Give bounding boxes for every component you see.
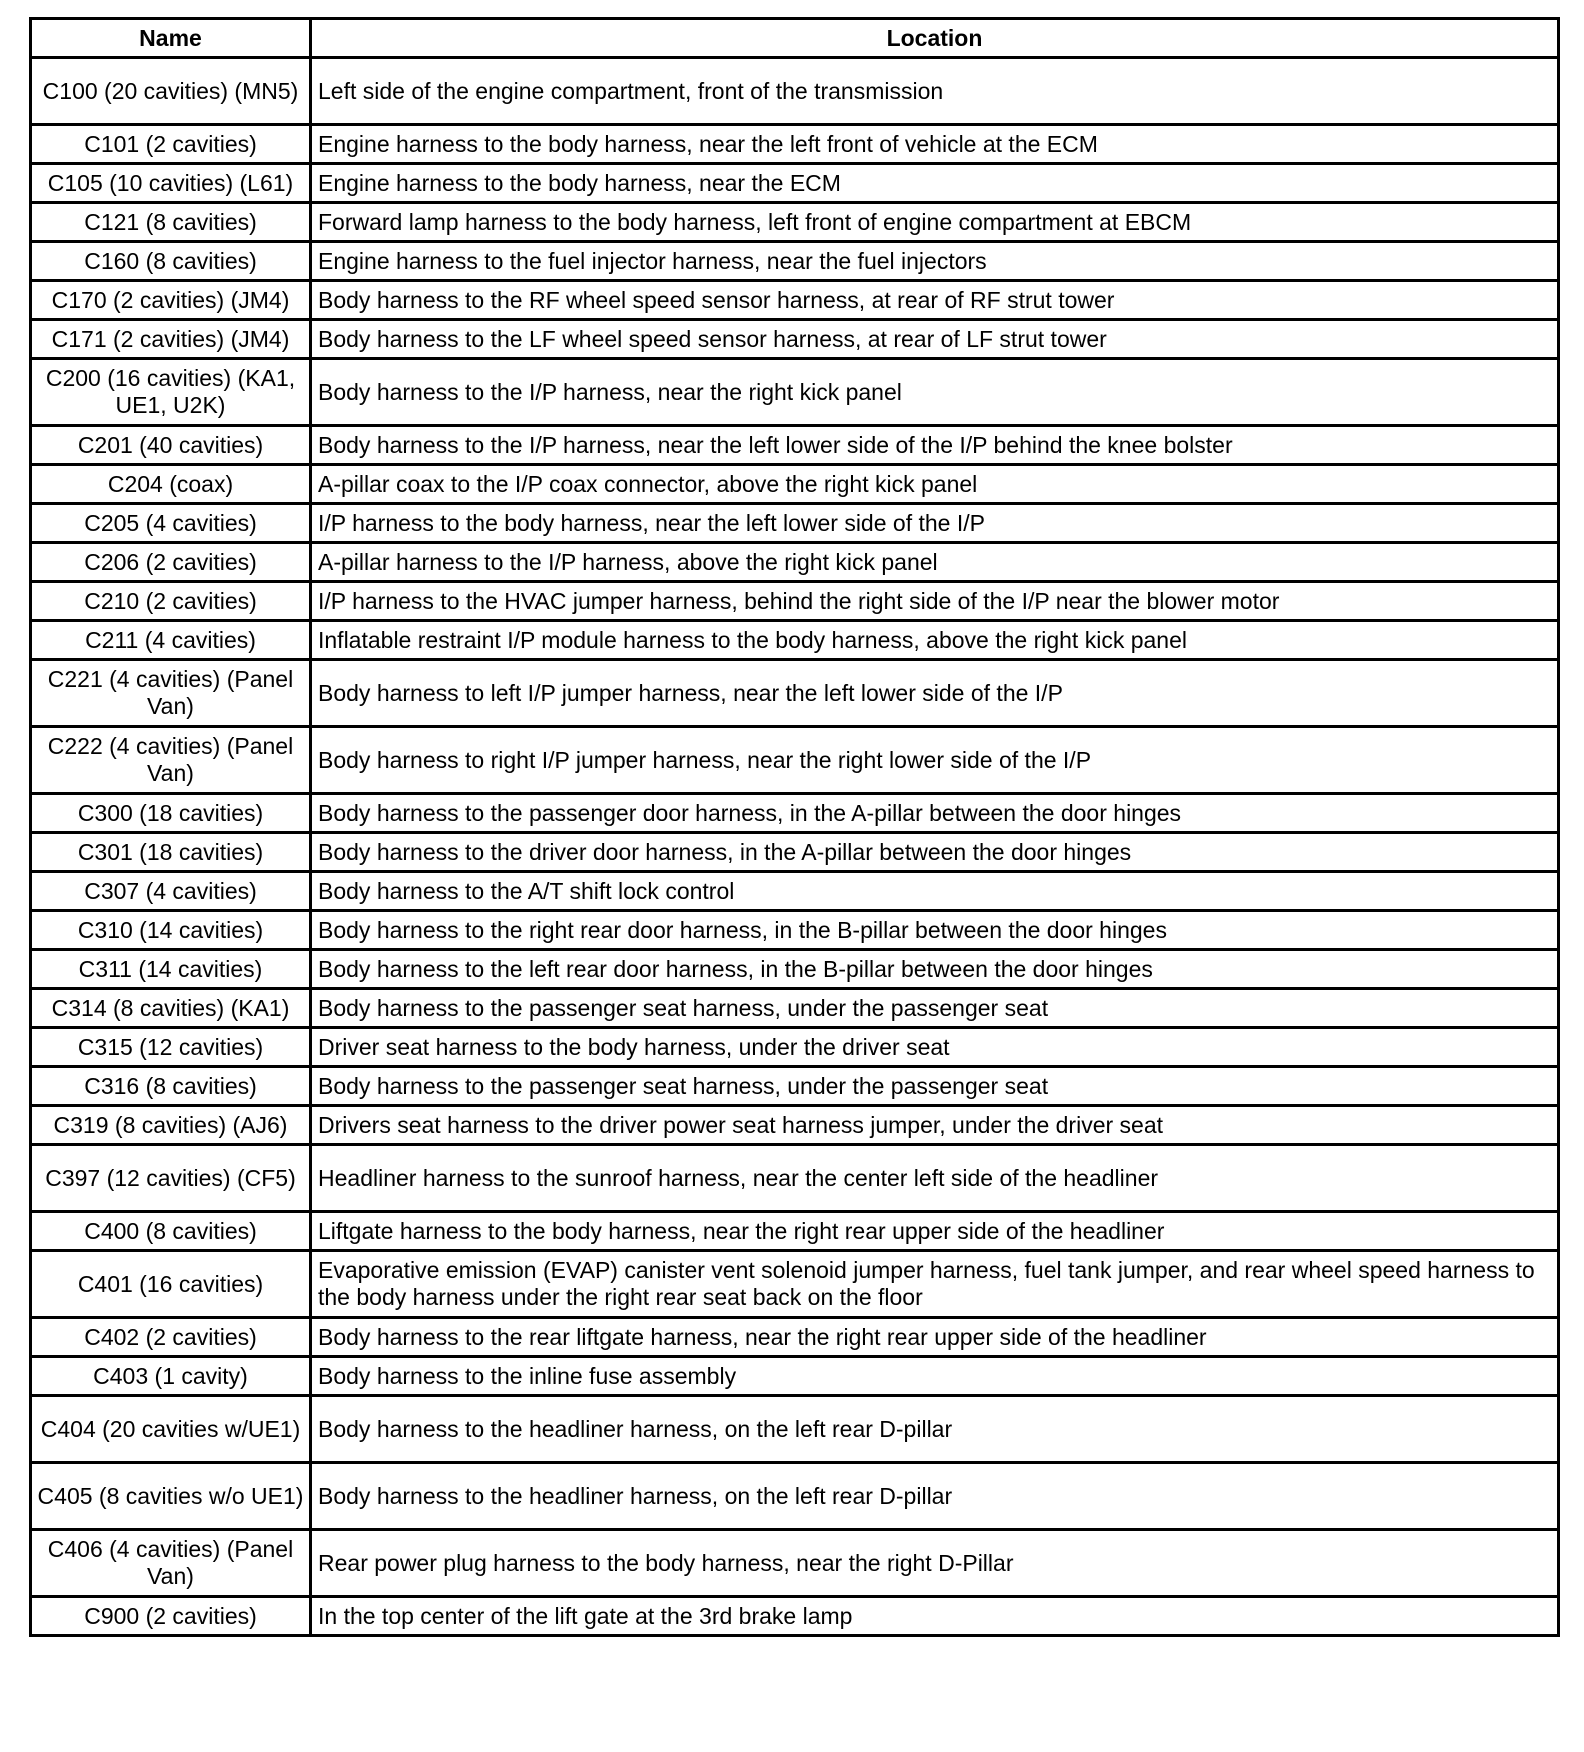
connector-name: C170 (2 cavities) (JM4) <box>31 281 311 320</box>
connector-location: Body harness to the LF wheel speed sensor harness, at rear of LF strut tower <box>311 320 1559 359</box>
connector-name: C200 (16 cavities) (KA1, UE1, U2K) <box>31 359 311 426</box>
connector-location: Body harness to the RF wheel speed sensor harness, at rear of RF strut tower <box>311 281 1559 320</box>
table-row <box>31 1463 1559 1530</box>
table-row <box>31 950 1559 989</box>
connector-name: C201 (40 cavities) <box>31 426 311 465</box>
connector-location: Engine harness to the body harness, near the left front of vehicle at the ECM <box>311 125 1559 164</box>
connector-location: Body harness to the A/T shift lock control <box>311 872 1559 911</box>
connector-location: Left side of the engine compartment, front of the transmission <box>311 58 1559 125</box>
connector-name: C301 (18 cavities) <box>31 833 311 872</box>
connector-location: Drivers seat harness to the driver power seat harness jumper, under the driver seat <box>311 1106 1559 1145</box>
table-row <box>31 504 1559 543</box>
connector-name: C401 (16 cavities) <box>31 1251 311 1318</box>
table-row <box>31 543 1559 582</box>
connector-location: Inflatable restraint I/P module harness to the body harness, above the right kick panel <box>311 621 1559 660</box>
connector-name: C315 (12 cavities) <box>31 1028 311 1067</box>
table-row <box>31 465 1559 504</box>
table-row <box>31 794 1559 833</box>
table-row <box>31 1318 1559 1357</box>
table-row <box>31 242 1559 281</box>
table-row <box>31 320 1559 359</box>
connector-name: C311 (14 cavities) <box>31 950 311 989</box>
connector-location: Evaporative emission (EVAP) canister vent solenoid jumper harness, fuel tank jumper, and rear wheel speed harness to the body harness under the right rear seat back on the floor <box>311 1251 1559 1318</box>
table-row <box>31 281 1559 320</box>
connector-name: C206 (2 cavities) <box>31 543 311 582</box>
connector-location: Forward lamp harness to the body harness, left front of engine compartment at EBCM <box>311 203 1559 242</box>
connector-location: Body harness to the driver door harness, in the A-pillar between the door hinges <box>311 833 1559 872</box>
connector-location: Body harness to the passenger seat harness, under the passenger seat <box>311 1067 1559 1106</box>
connector-location: Liftgate harness to the body harness, near the right rear upper side of the headliner <box>311 1212 1559 1251</box>
connector-name: C900 (2 cavities) <box>31 1597 311 1636</box>
connector-location-table <box>29 17 1560 1637</box>
connector-name: C222 (4 cavities) (Panel Van) <box>31 727 311 794</box>
table-row <box>31 1530 1559 1597</box>
connector-location: In the top center of the lift gate at the 3rd brake lamp <box>311 1597 1559 1636</box>
table-row <box>31 1028 1559 1067</box>
table-row <box>31 621 1559 660</box>
header-name: Name <box>31 19 311 58</box>
table-row <box>31 660 1559 727</box>
connector-location: Body harness to the headliner harness, on the left rear D-pillar <box>311 1463 1559 1530</box>
table-row <box>31 1597 1559 1636</box>
connector-name: C204 (coax) <box>31 465 311 504</box>
connector-location: A-pillar coax to the I/P coax connector, above the right kick panel <box>311 465 1559 504</box>
connector-name: C105 (10 cavities) (L61) <box>31 164 311 203</box>
table-row <box>31 989 1559 1028</box>
table-row <box>31 1067 1559 1106</box>
connector-name: C101 (2 cavities) <box>31 125 311 164</box>
connector-location: I/P harness to the body harness, near the left lower side of the I/P <box>311 504 1559 543</box>
table-row <box>31 125 1559 164</box>
connector-location: Engine harness to the fuel injector harness, near the fuel injectors <box>311 242 1559 281</box>
connector-location: Engine harness to the body harness, near the ECM <box>311 164 1559 203</box>
connector-name: C400 (8 cavities) <box>31 1212 311 1251</box>
connector-location: Headliner harness to the sunroof harness, near the center left side of the headliner <box>311 1145 1559 1212</box>
table-row <box>31 833 1559 872</box>
connector-name: C211 (4 cavities) <box>31 621 311 660</box>
connector-location: I/P harness to the HVAC jumper harness, behind the right side of the I/P near the blower motor <box>311 582 1559 621</box>
table-row <box>31 359 1559 426</box>
connector-name: C403 (1 cavity) <box>31 1357 311 1396</box>
table-row <box>31 426 1559 465</box>
table-row <box>31 164 1559 203</box>
table-row <box>31 727 1559 794</box>
table-row <box>31 58 1559 125</box>
connector-name: C171 (2 cavities) (JM4) <box>31 320 311 359</box>
connector-name: C406 (4 cavities) (Panel Van) <box>31 1530 311 1597</box>
connector-name: C205 (4 cavities) <box>31 504 311 543</box>
connector-location: Body harness to the I/P harness, near the right kick panel <box>311 359 1559 426</box>
connector-name: C300 (18 cavities) <box>31 794 311 833</box>
table-row <box>31 582 1559 621</box>
connector-name: C316 (8 cavities) <box>31 1067 311 1106</box>
connector-name: C314 (8 cavities) (KA1) <box>31 989 311 1028</box>
connector-location: Rear power plug harness to the body harness, near the right D-Pillar <box>311 1530 1559 1597</box>
connector-location: Body harness to left I/P jumper harness, near the left lower side of the I/P <box>311 660 1559 727</box>
connector-name: C405 (8 cavities w/o UE1) <box>31 1463 311 1530</box>
connector-location: Body harness to right I/P jumper harness, near the right lower side of the I/P <box>311 727 1559 794</box>
connector-name: C210 (2 cavities) <box>31 582 311 621</box>
connector-location: Driver seat harness to the body harness, under the driver seat <box>311 1028 1559 1067</box>
connector-location: Body harness to the passenger seat harness, under the passenger seat <box>311 989 1559 1028</box>
connector-location: Body harness to the inline fuse assembly <box>311 1357 1559 1396</box>
table-row <box>31 1145 1559 1212</box>
connector-name: C397 (12 cavities) (CF5) <box>31 1145 311 1212</box>
connector-location: Body harness to the rear liftgate harness, near the right rear upper side of the headliner <box>311 1318 1559 1357</box>
connector-location: Body harness to the left rear door harness, in the B-pillar between the door hinges <box>311 950 1559 989</box>
connector-name: C221 (4 cavities) (Panel Van) <box>31 660 311 727</box>
table-row <box>31 1251 1559 1318</box>
table-row <box>31 203 1559 242</box>
connector-name: C310 (14 cavities) <box>31 911 311 950</box>
header-location: Location <box>311 19 1559 58</box>
table-row <box>31 1357 1559 1396</box>
connector-location: Body harness to the I/P harness, near the left lower side of the I/P behind the knee bolster <box>311 426 1559 465</box>
connector-name: C319 (8 cavities) (AJ6) <box>31 1106 311 1145</box>
table-row <box>31 872 1559 911</box>
connector-name: C121 (8 cavities) <box>31 203 311 242</box>
table-row <box>31 1396 1559 1463</box>
table-row <box>31 1106 1559 1145</box>
connector-name: C100 (20 cavities) (MN5) <box>31 58 311 125</box>
header-row <box>31 19 1559 58</box>
connector-name: C307 (4 cavities) <box>31 872 311 911</box>
table-row <box>31 911 1559 950</box>
connector-location: Body harness to the headliner harness, on the left rear D-pillar <box>311 1396 1559 1463</box>
connector-name: C402 (2 cavities) <box>31 1318 311 1357</box>
connector-location: Body harness to the passenger door harness, in the A-pillar between the door hinges <box>311 794 1559 833</box>
table-row <box>31 1212 1559 1251</box>
connector-name: C404 (20 cavities w/UE1) <box>31 1396 311 1463</box>
connector-name: C160 (8 cavities) <box>31 242 311 281</box>
connector-location: A-pillar harness to the I/P harness, above the right kick panel <box>311 543 1559 582</box>
connector-location: Body harness to the right rear door harness, in the B-pillar between the door hinges <box>311 911 1559 950</box>
